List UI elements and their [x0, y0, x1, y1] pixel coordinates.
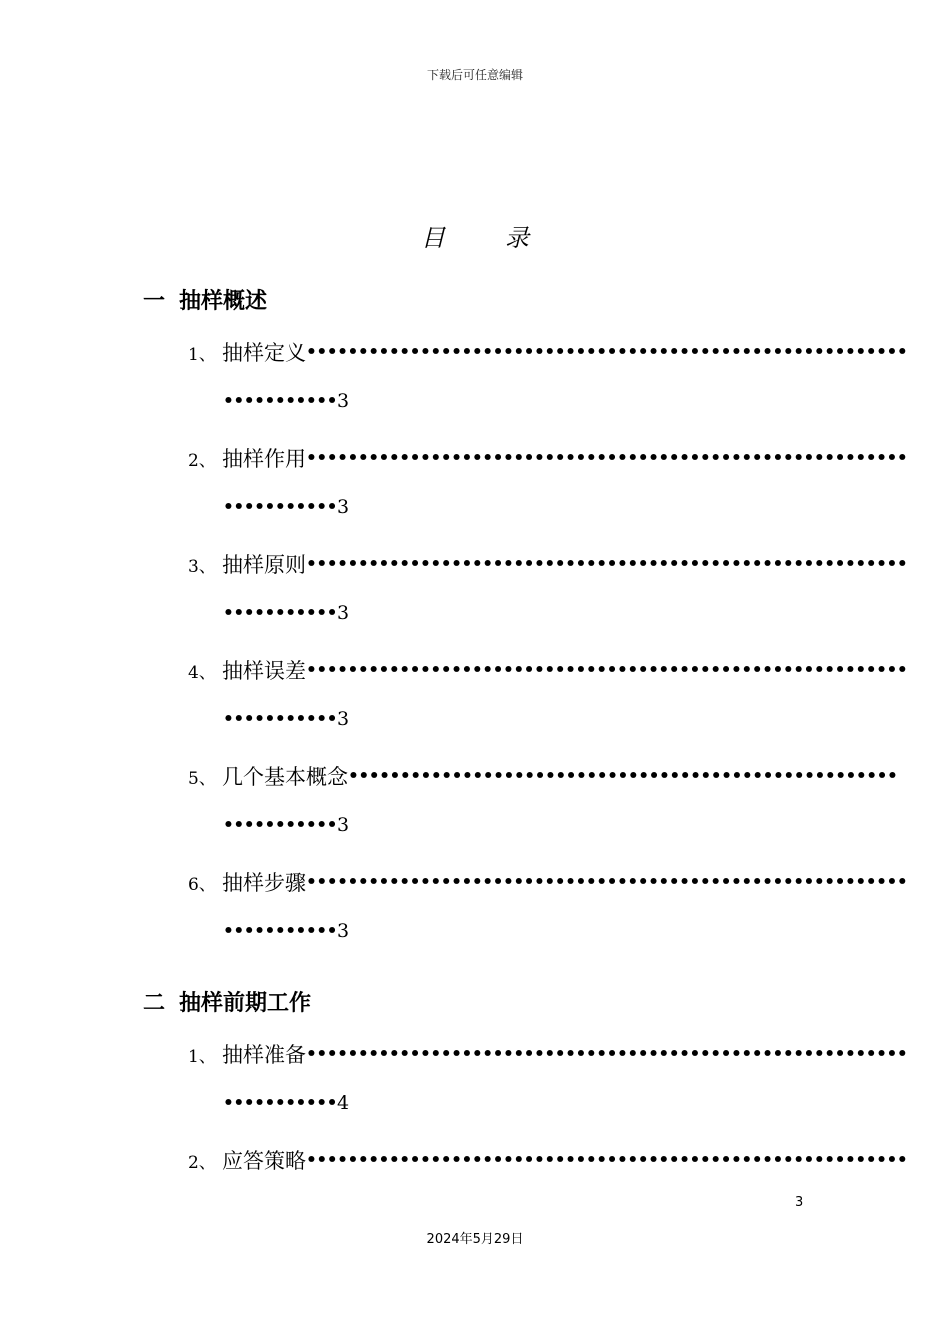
entry-page: 4 — [337, 1092, 350, 1114]
page-number: 3 — [795, 1195, 804, 1210]
leader-dots: •••••••••••••••••••••••••••••••••••••••••••••••••••••••••• — [306, 448, 908, 468]
leader-dots: •••••••••••••••••••••••••••••••••••••••••••••••••••••••••• — [306, 660, 908, 680]
entry-number: 2、 — [188, 1152, 216, 1173]
toc-title-right: 录 — [505, 224, 529, 252]
entry-page: 3 — [337, 708, 350, 730]
entry-number: 1、 — [188, 1046, 216, 1067]
toc-entry[interactable] — [188, 761, 898, 791]
toc-entry[interactable] — [188, 1145, 908, 1175]
leader-dots: •••••••••••••••••••••••••••••••••••••••••••••••••••••••••• — [306, 1044, 908, 1064]
toc-section-2 — [143, 986, 311, 1017]
section-title: 抽样前期工作 — [179, 991, 312, 1016]
entry-label: 抽样定义 — [222, 341, 306, 365]
entry-label: 抽样步骤 — [222, 871, 306, 895]
toc-entry[interactable] — [188, 337, 908, 367]
toc-entry-page-line — [223, 920, 349, 950]
toc-section-1 — [143, 284, 267, 315]
entry-number: 3、 — [188, 556, 216, 577]
entry-page: 3 — [337, 602, 350, 624]
entry-number: 1、 — [188, 344, 216, 365]
entry-label: 抽样作用 — [222, 447, 306, 471]
entry-label: 几个基本概念 — [222, 765, 348, 789]
leader-dots: •••••••••••••••••••••••••••••••••••••••••••••••••••••••••• — [306, 342, 908, 362]
entry-number: 5、 — [188, 768, 216, 789]
entry-page: 3 — [337, 920, 350, 942]
entry-number: 4、 — [188, 662, 216, 683]
footer-date: 2024年5月29日 — [426, 1232, 524, 1247]
entry-number: 6、 — [188, 874, 216, 895]
leader-dots: ••••••••••• — [223, 709, 338, 729]
toc-entry[interactable] — [188, 1039, 908, 1069]
leader-dots: ••••••••••• — [223, 921, 338, 941]
toc-entry-page-line — [223, 390, 349, 420]
entry-page: 3 — [337, 390, 350, 412]
toc-entry[interactable] — [188, 443, 908, 473]
leader-dots: ••••••••••• — [223, 497, 338, 517]
toc-entry-page-line — [223, 496, 349, 526]
toc-title — [0, 218, 950, 253]
leader-dots: ••••••••••• — [223, 1093, 338, 1113]
entry-number: 2、 — [188, 450, 216, 471]
leader-dots: •••••••••••••••••••••••••••••••••••••••••••••••••••••••••• — [306, 1150, 908, 1170]
entry-label: 抽样准备 — [222, 1043, 306, 1067]
toc-entry-page-line — [223, 814, 349, 844]
section-title: 抽样概述 — [179, 289, 268, 314]
entry-page: 3 — [337, 496, 350, 518]
toc-entry[interactable] — [188, 655, 908, 685]
toc-entry-page-line — [223, 1092, 349, 1122]
toc-entry-page-line — [223, 708, 349, 738]
section-number: 二 — [143, 991, 166, 1016]
toc-title-left: 目 — [421, 224, 445, 252]
leader-dots: ••••••••••• — [223, 391, 338, 411]
entry-label: 抽样误差 — [222, 659, 306, 683]
leader-dots: ••••••••••••••••••••••••••••••••••••••••••••••••••••• — [348, 766, 898, 786]
entry-page: 3 — [337, 814, 350, 836]
section-number: 一 — [143, 289, 166, 314]
entry-label: 应答策略 — [222, 1149, 306, 1173]
toc-entry[interactable] — [188, 867, 908, 897]
leader-dots: ••••••••••• — [223, 815, 338, 835]
leader-dots: ••••••••••• — [223, 603, 338, 623]
entry-label: 抽样原则 — [222, 553, 306, 577]
leader-dots: •••••••••••••••••••••••••••••••••••••••••••••••••••••••••• — [306, 872, 908, 892]
toc-entry-page-line — [223, 602, 349, 632]
toc-entry[interactable] — [188, 549, 908, 579]
header-note: 下载后可任意编辑 — [426, 68, 523, 82]
leader-dots: •••••••••••••••••••••••••••••••••••••••••••••••••••••••••• — [306, 554, 908, 574]
